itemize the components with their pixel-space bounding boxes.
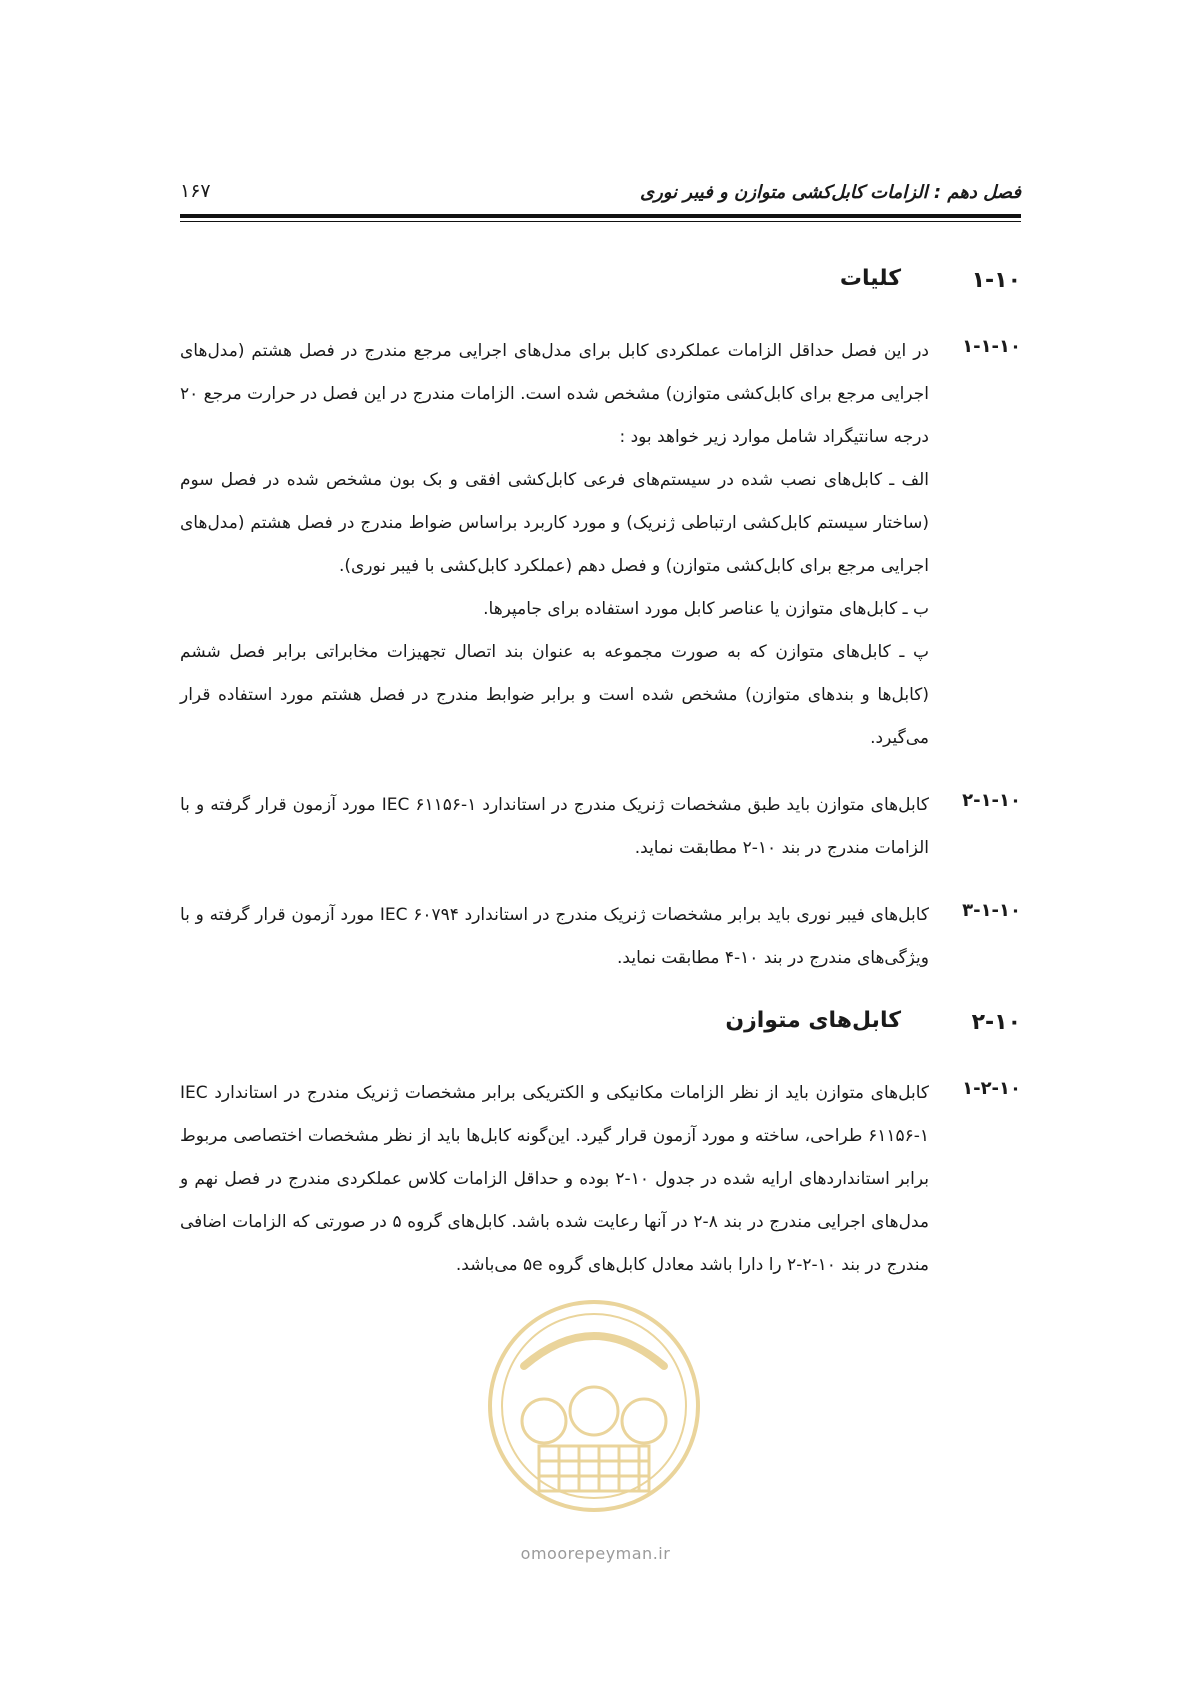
header-rule-thick xyxy=(180,214,1021,218)
chapter-title: فصل دهم : الزامات کابل‌کشی متوازن و فیبر نوری xyxy=(640,182,1021,203)
watermark-logo-icon xyxy=(484,1296,704,1516)
section-title: کابل‌های متوازن xyxy=(725,1008,901,1033)
clause-number: ۱-۲-۱۰ xyxy=(962,1078,1021,1099)
clause-number: ۱-۱-۱۰ xyxy=(962,336,1021,357)
section-number: ۲-۱۰ xyxy=(971,1010,1021,1035)
section-heading-general xyxy=(180,262,1021,302)
section-heading-balanced-cables xyxy=(180,1004,1021,1044)
section-number: ۱-۱۰ xyxy=(971,268,1021,293)
page-header xyxy=(180,172,1021,212)
clause-text: کابل‌های فیبر نوری باید برابر مشخصات ژنریک مندرج در استاندارد IEC ۶۰۷۹۴ مورد آزمون قرار گرفته و با ویژگی‌های مندرج در بند ۱۰-۴ مطابقت نماید. xyxy=(180,905,929,968)
list-item: پ ـ کابل‌های متوازن که به صورت مجموعه به عنوان بند اتصال تجهیزات مخابراتی برابر فصل ششم (کابل‌ها و بندهای متوازن) مشخص شده است و برابر ضوابط مندرج در فصل هشتم مورد استفاده قرار می‌گیرد. xyxy=(180,642,929,748)
clause-10-1-3 xyxy=(180,894,1021,980)
clause-10-1-2 xyxy=(180,784,1021,870)
header-rule-thin xyxy=(180,221,1021,222)
main-content xyxy=(180,262,1021,1311)
clause-text: کابل‌های متوازن باید از نظر الزامات مکانیکی و الکتریکی برابر مشخصات ژنریک مندرج در استاندارد IEC ۶۱۱۵۶-۱ طراحی، ساخته و مورد آزمون قرار گیرد. این‌گونه کابل‌ها باید از نظر مشخصات اختصاصی مربوط برابر استانداردهای ارایه شده در جدول ۱۰-۲ بوده و حداقل الزامات کلاس عملکردی مندرج در فصل نهم و مدل‌های اجرایی مندرج در بند ۸-۲ در آنها رعایت شده باشد. کابل‌های گروه ۵ در صورتی که الزامات اضافی مندرج در بند ۱۰-۲-۲ را دارا باشد معادل کابل‌های گروه ۵e می‌باشد. xyxy=(180,1083,930,1275)
clause-number: ۲-۱-۱۰ xyxy=(962,790,1021,811)
list-item: ب ـ کابل‌های متوازن یا عناصر کابل مورد استفاده برای جامپرها. xyxy=(483,599,929,619)
clause-text: در این فصل حداقل الزامات عملکردی کابل برای مدل‌های اجرایی مرجع مندرج در فصل هشتم (مدل‌های اجرایی مرجع برای کابل‌کشی متوازن) مشخص شده است. الزامات مندرج در این فصل در حرارت مرجع ۲۰ درجه سانتیگراد شامل موارد زیر خواهد بود : xyxy=(180,341,929,447)
list-item: الف ـ کابل‌های نصب شده در سیستم‌های فرعی کابل‌کشی افقی و بک بون مشخص شده در فصل سوم (ساختار سیستم کابل‌کشی ارتباطی ژنریک) و مورد کاربرد براساس ضواط مندرج در فصل هشتم (مدل‌های اجرایی مرجع برای کابل‌کشی متوازن) و فصل دهم (عملکرد کابل‌کشی با فیبر نوری). xyxy=(180,470,929,576)
clause-10-2-1 xyxy=(180,1072,1021,1287)
section-title: کلیات xyxy=(839,266,901,291)
clause-text: کابل‌های متوازن باید طبق مشخصات ژنریک مندرج در استاندارد IEC ۶۱۱۵۶-۱ مورد آزمون قرار گرفته و با الزامات مندرج در بند ۱۰-۲ مطابقت نماید. xyxy=(180,795,929,858)
page-number: ۱۶۷ xyxy=(180,180,211,202)
clause-number: ۳-۱-۱۰ xyxy=(962,900,1021,921)
clause-10-1-1 xyxy=(180,330,1021,760)
watermark-site: omoorepeyman.ir xyxy=(520,1544,671,1563)
